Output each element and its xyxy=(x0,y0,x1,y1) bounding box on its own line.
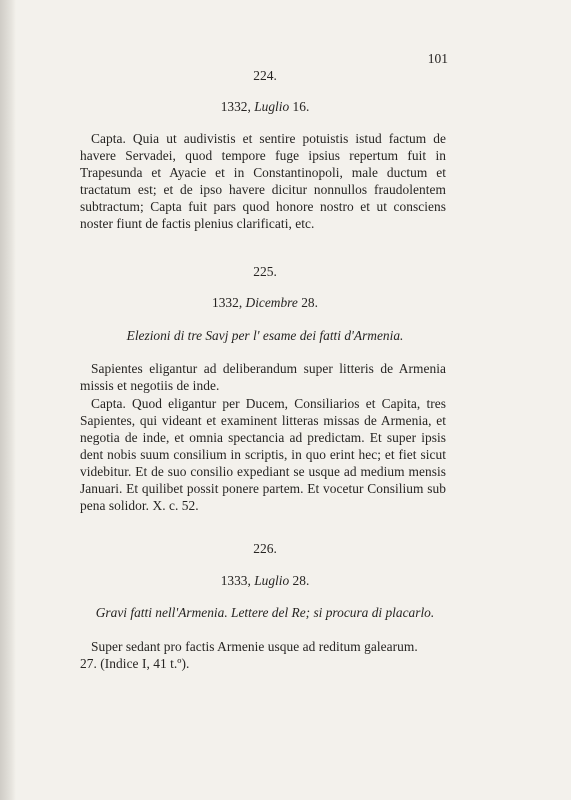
date-year: 1332, xyxy=(220,99,251,114)
date-month: Luglio xyxy=(254,573,290,588)
date-day: 28. xyxy=(292,573,310,588)
entry-number: 225. xyxy=(253,264,277,279)
date-day: 16. xyxy=(292,99,310,114)
entry-paragraph: Capta. Quia ut audivistis et sentire potuistis istud factum de havere Servadei, quod tempore fuge ipsius repertum fuit in Trapesunda et Ayacie et in Constantinopoli, male ductum et tractatum est; et de ipso havere dicitur nonnullos fraudolentem subtractum; Capta fuit pars quod honore nostro et ut consciens noster fiunt de factis plenius clarificati, etc. xyxy=(80,131,446,231)
entry-number: 224. xyxy=(253,68,277,83)
entry-number: 226. xyxy=(253,541,277,556)
entry-date xyxy=(80,294,450,311)
entry-paragraph: Capta. Quod eligantur per Ducem, Consiliarios et Capita, tres Sapientes, qui videant et examinent litteras missas de Armenia, et negotia de inde, et omnia spectancia ad predictam. Et super ipsis dent nobis suum consilium in scriptis, in quo erint hec; et fiet sicut videbitur. Et de suo consilio expediant se usque ad medium mensis Januari. Et quilibet possit ponere partem. Et vocetur Consilium sub pena solidor. X. c. 52. xyxy=(80,396,446,513)
entry-heading: Elezioni di tre Savj per l' esame dei fatti d'Armenia. xyxy=(126,328,404,343)
entry-date xyxy=(80,98,450,115)
date-day: 28. xyxy=(301,295,318,310)
page-number: 101 xyxy=(427,51,448,66)
date-month: Dicembre xyxy=(245,295,298,310)
date-year: 1332, xyxy=(212,295,243,310)
entry-heading: Gravi fatti nell'Armenia. Lettere del Re; si procura di placarlo. xyxy=(95,605,435,620)
entry-date xyxy=(80,572,450,589)
date-year: 1333, xyxy=(220,573,251,588)
entry-paragraph: Super sedant pro factis Armenie usque ad reditum galearum. xyxy=(91,639,418,654)
date-month: Luglio xyxy=(254,99,290,114)
entry-reference: 27. (Indice I, 41 t.º). xyxy=(80,656,190,671)
entry-paragraph: Sapientes eligantur ad deliberandum super litteris de Armenia missis et negotiis de inde. xyxy=(80,361,446,393)
